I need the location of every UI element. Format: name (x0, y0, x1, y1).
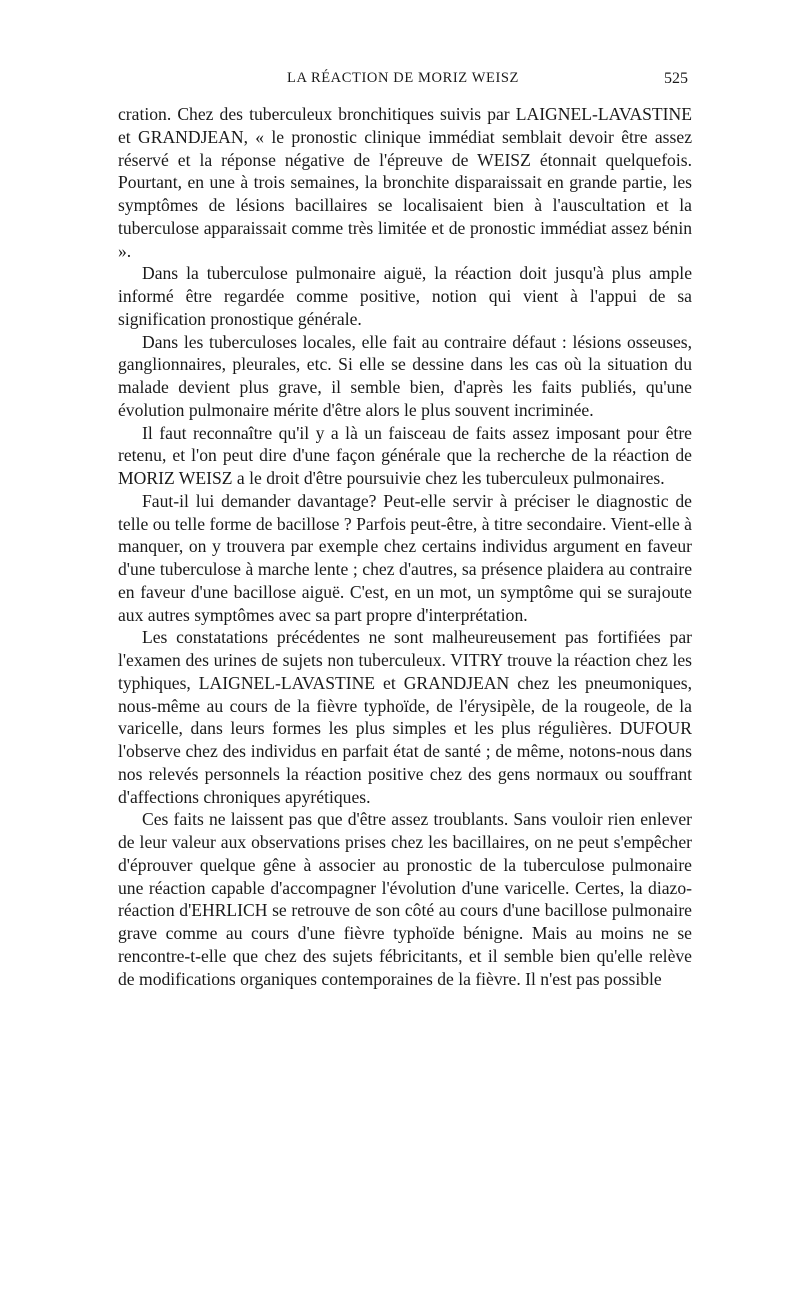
paragraph-6: Les constatations précédentes ne sont malheureusement pas fortifiées par l'examen des urines de sujets non tuberculeux. VITRY trouve la réaction chez les typhiques, LAIGNEL-LAVASTINE et GRANDJEAN chez les pneumoniques, nous-même au cours de la fièvre typhoïde, de l'érysipèle, de la rougeole, de la varicelle, dans leurs formes les plus simples et les plus régulières. DUFOUR l'observe chez des individus en parfait état de santé ; de même, notons-nous dans nos relevés personnels la réaction positive chez des gens normaux ou souffrant d'affections chroniques apyrétiques. (118, 627, 692, 807)
page-number: 525 (664, 70, 688, 87)
paragraph-1: cration. Chez des tuberculeux bronchitiques suivis par LAIGNEL-LAVASTINE et GRANDJEAN, « le pronostic clinique immédiat semblait devoir être assez réservé et la réponse négative de l'épreuve de WEISZ étonnait quelquefois. Pourtant, en une à trois semaines, la bronchite disparaissait en grande partie, les symptômes de lésions bacillaires se localisaient bien à l'auscultation et la tuberculose apparaissait comme très limitée et de pronostic immédiat assez bénin ». (118, 104, 692, 261)
paragraph-5: Faut-il lui demander davantage? Peut-elle servir à préciser le diagnostic de telle ou telle forme de bacillose ? Parfois peut-être, à titre secondaire. Vient-elle à manquer, on y trouvera par exemple chez certains individus argument en faveur d'une tuberculose à marche lente ; chez d'autres, sa présence plaidera au contraire en faveur d'une bacillose aiguë. C'est, en un mot, un symptôme qui se surajoute aux autres symptômes avec sa part propre d'interprétation. (118, 490, 692, 625)
paragraph-4: Il faut reconnaître qu'il y a là un faisceau de faits assez imposant pour être retenu, et l'on peut dire d'une façon générale que la recherche de la réaction de MORIZ WEISZ a le droit d'être poursuivie chez les tuberculeux pulmonaires. (118, 422, 692, 488)
paragraph-3: Dans les tuberculoses locales, elle fait au contraire défaut : lésions osseuses, ganglionnaires, pleurales, etc. Si elle se dessine dans les cas où la situation du malade devient plus grave, il semble bien, d'après les faits publiés, qu'une évolution pulmonaire mérite d'être alors le plus souvent incriminée. (118, 331, 692, 420)
running-title: LA RÉACTION DE MORIZ WEISZ (286, 70, 519, 86)
body-text (118, 103, 692, 990)
paragraph-2: Dans la tuberculose pulmonaire aiguë, la réaction doit jusqu'à plus ample informé être regardée comme positive, notion qui vient à l'appui de sa signification pronostique générale. (118, 263, 692, 329)
page-header (118, 70, 688, 92)
paragraph-7: Ces faits ne laissent pas que d'être assez troublants. Sans vouloir rien enlever de leur valeur aux observations prises chez les bacillaires, on ne peut s'empêcher d'éprouver quelque gêne à associer au pronostic de la tuberculose pulmonaire une réaction capable d'accompagner l'évolution d'une varicelle. Certes, la diazo-réaction d'EHRLICH se retrouve de son côté au cours d'une bacillose pulmonaire grave comme au cours d'une fièvre typhoïde bénigne. Mais au moins ne se rencontre-t-elle que chez des sujets fébricitants, et il semble bien qu'elle relève de modifications organiques contemporaines de la fièvre. Il n'est pas possible (118, 809, 692, 989)
